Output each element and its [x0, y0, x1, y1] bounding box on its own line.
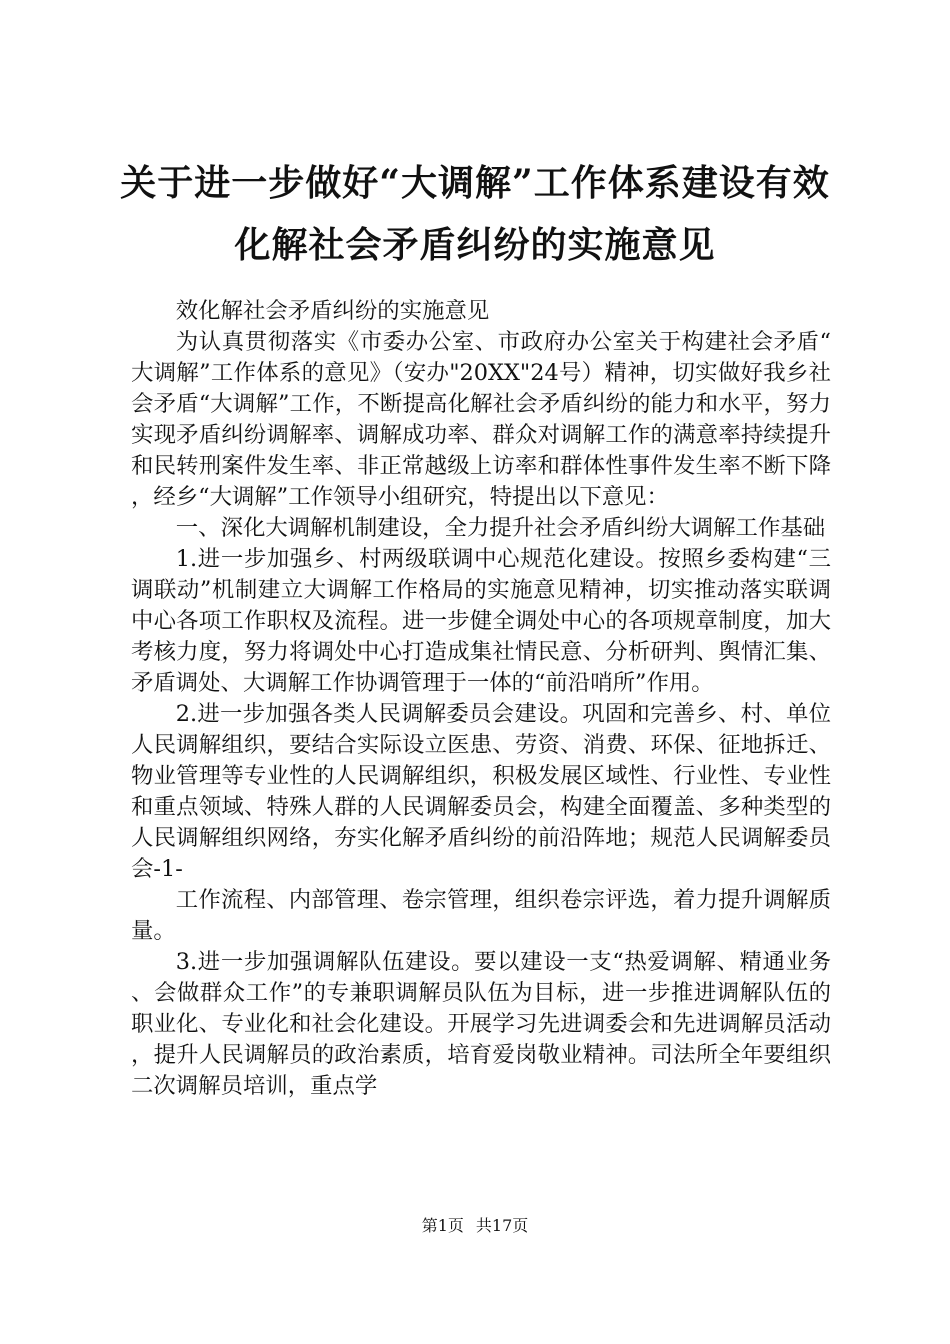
title-line-2: 化解社会矛盾纠纷的实施意见: [234, 224, 716, 266]
section-heading-1: 一、深化大调解机制建设，全力提升社会矛盾纠纷大调解工作基础: [175, 515, 826, 541]
paragraph-item-3: 3.进一步加强调解队伍建设。要以建设一支“热爱调解、精通业务、会做群众工作”的专兼职调解员队伍为目标，进一步推进调解队伍的职业化、专业化和社会化建设。开展学习先进调委会和先进调解员活动，提升人民调解员的政治素质，培育爱岗敬业精神。司法所全年要组织二次调解员培训，重点学: [131, 949, 831, 1099]
paragraph-subtitle: 效化解社会矛盾纠纷的实施意见: [175, 298, 490, 324]
paragraph-intro: 为认真贯彻落实《市委办公室、市政府办公室关于构建社会矛盾“大调解”工作体系的意见》（安办"20XX"24号）精神，切实做好我乡社会矛盾“大调解”工作，不断提高化解社会矛盾纠纷的能力和水平，努力实现矛盾纠纷调解率、调解成功率、群众对调解工作的满意率持续提升和民转刑案件发生率、非正常越级上访率和群体性事件发生率不断下降，经乡“大调解”工作领导小组研究，特提出以下意见：: [131, 329, 831, 510]
title-line-1: 关于进一步做好“大调解”工作体系建设有效: [120, 162, 830, 204]
page-total: 共17页: [475, 1216, 529, 1235]
paragraph-item-1: 1.进一步加强乡、村两级联调中心规范化建设。按照乡委构建“三调联动”机制建立大调解工作格局的实施意见精神，切实推动落实联调中心各项工作职权及流程。进一步健全调处中心的各项规章制度，加大考核力度，努力将调处中心打造成集社情民意、分析研判、舆情汇集、矛盾调处、大调解工作协调管理于一体的“前沿哨所”作用。: [131, 546, 831, 696]
page-title: [100, 152, 850, 276]
page-footer: [0, 1215, 950, 1237]
page-number: 第1页: [421, 1216, 464, 1235]
paragraph-item-2: 2.进一步加强各类人民调解委员会建设。巩固和完善乡、村、单位人民调解组织，要结合实际设立医患、劳资、消费、环保、征地拆迁、物业管理等专业性的人民调解组织，积极发展区域性、行业性、专业性和重点领域、特殊人群的人民调解委员会，构建全面覆盖、多种类型的人民调解组织网络，夯实化解矛盾纠纷的前沿阵地；规范人民调解委员会-1-: [131, 701, 831, 882]
document-body: [131, 296, 831, 1102]
paragraph-item-2-continued: 工作流程、内部管理、卷宗管理，组织卷宗评选，着力提升调解质量。: [131, 887, 831, 944]
